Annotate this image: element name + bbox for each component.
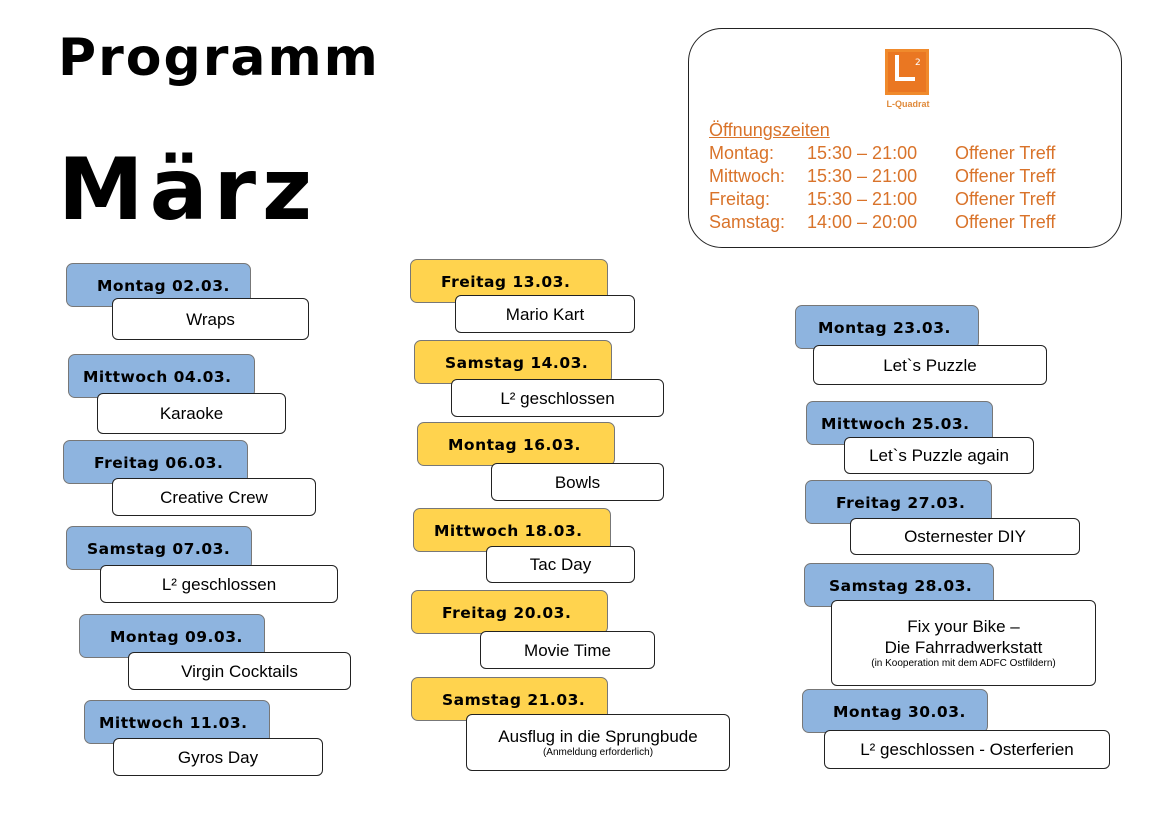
hours-label: Offener Treff xyxy=(955,189,1056,209)
hours-label: Offener Treff xyxy=(955,143,1056,163)
event-title: Let`s Puzzle again xyxy=(869,446,1009,465)
event-title-box xyxy=(844,437,1034,474)
event-title: Creative Crew xyxy=(160,487,268,507)
event-title-box xyxy=(97,393,286,434)
l-quadrat-logo-icon xyxy=(885,49,929,95)
event-date-tab: Montag 23.03. xyxy=(795,305,979,349)
event-date-tab: Samstag 14.03. xyxy=(414,340,612,384)
event-date-tab: Samstag 21.03. xyxy=(411,677,608,721)
hours-row xyxy=(709,211,1055,234)
event-title-box xyxy=(486,546,635,583)
hours-label: Offener Treff xyxy=(955,166,1056,186)
event-title-box xyxy=(831,600,1096,686)
event-title: Osternester DIY xyxy=(904,527,1026,546)
hours-time: 15:30 – 21:00 xyxy=(807,166,918,186)
hours-day: Montag: xyxy=(709,143,775,163)
event-date-tab: Montag 16.03. xyxy=(417,422,615,466)
event-title: Gyros Day xyxy=(177,747,259,767)
event-title: L² geschlossen xyxy=(161,574,277,594)
opening-hours xyxy=(709,119,1055,234)
event-title: Mario Kart xyxy=(505,304,585,324)
event-title-box xyxy=(813,345,1047,385)
hours-day: Mittwoch: xyxy=(709,166,786,186)
event-date-tab: Mittwoch 11.03. xyxy=(84,700,270,744)
event-title: Tac Day xyxy=(529,555,592,574)
event-title-box xyxy=(850,518,1080,555)
hours-label: Offener Treff xyxy=(955,212,1056,232)
hours-row xyxy=(709,165,1055,188)
hours-time: 15:30 – 21:00 xyxy=(807,143,918,163)
event-date-tab: Mittwoch 18.03. xyxy=(413,508,611,552)
event-title: L² geschlossen xyxy=(500,388,615,408)
opening-hours-box xyxy=(688,28,1122,248)
event-title-box xyxy=(112,478,316,516)
event-date-tab: Freitag 13.03. xyxy=(410,259,608,303)
event-note: (in Kooperation mit dem ADFC Ostfildern) xyxy=(871,658,1056,669)
hours-row xyxy=(709,188,1055,211)
event-date-tab: Freitag 06.03. xyxy=(63,440,248,484)
event-title-box xyxy=(824,730,1110,769)
event-title: Movie Time xyxy=(524,640,611,660)
event-title: Let`s Puzzle xyxy=(883,355,977,375)
event-date-tab: Mittwoch 25.03. xyxy=(806,401,993,445)
logo-text: L-Quadrat xyxy=(886,99,930,109)
hours-row xyxy=(709,142,1055,165)
page-title: Programm xyxy=(58,28,380,88)
event-title: Virgin Cocktails xyxy=(181,661,298,681)
event-title: Ausflug in die Sprungbude xyxy=(498,727,698,746)
event-title-box xyxy=(491,463,664,501)
event-title: Bowls xyxy=(554,472,601,492)
event-note: (Anmeldung erforderlich) xyxy=(542,747,654,758)
event-date-tab: Montag 02.03. xyxy=(66,263,251,307)
event-title-line2: Die Fahrradwerkstatt xyxy=(884,638,1043,657)
event-title-box xyxy=(112,298,309,340)
month-title: März xyxy=(58,140,319,240)
event-title-box xyxy=(451,379,664,417)
event-title: L² geschlossen - Osterferien xyxy=(860,740,1074,759)
event-title-box xyxy=(466,714,730,771)
event-date-tab: Samstag 28.03. xyxy=(804,563,994,607)
event-date-tab: Samstag 07.03. xyxy=(66,526,252,570)
event-title: Wraps xyxy=(186,309,235,329)
opening-hours-heading: Öffnungszeiten xyxy=(709,120,830,140)
event-title-box xyxy=(480,631,655,669)
hours-time: 14:00 – 20:00 xyxy=(807,212,918,232)
event-title: Karaoke xyxy=(159,404,224,423)
event-title-box xyxy=(113,738,323,776)
hours-day: Freitag: xyxy=(709,189,771,209)
hours-time: 15:30 – 21:00 xyxy=(807,189,918,209)
event-title-box xyxy=(455,295,635,333)
event-date-tab: Mittwoch 04.03. xyxy=(68,354,255,398)
event-date-tab: Montag 30.03. xyxy=(802,689,988,733)
event-date-tab: Freitag 20.03. xyxy=(411,590,608,634)
event-date-tab: Freitag 27.03. xyxy=(805,480,992,524)
event-title-box xyxy=(128,652,351,690)
event-title: Fix your Bike – xyxy=(907,617,1020,636)
event-title-box xyxy=(100,565,338,603)
hours-day: Samstag: xyxy=(709,212,786,232)
svg-text:2: 2 xyxy=(915,58,921,68)
event-date-tab: Montag 09.03. xyxy=(79,614,265,658)
